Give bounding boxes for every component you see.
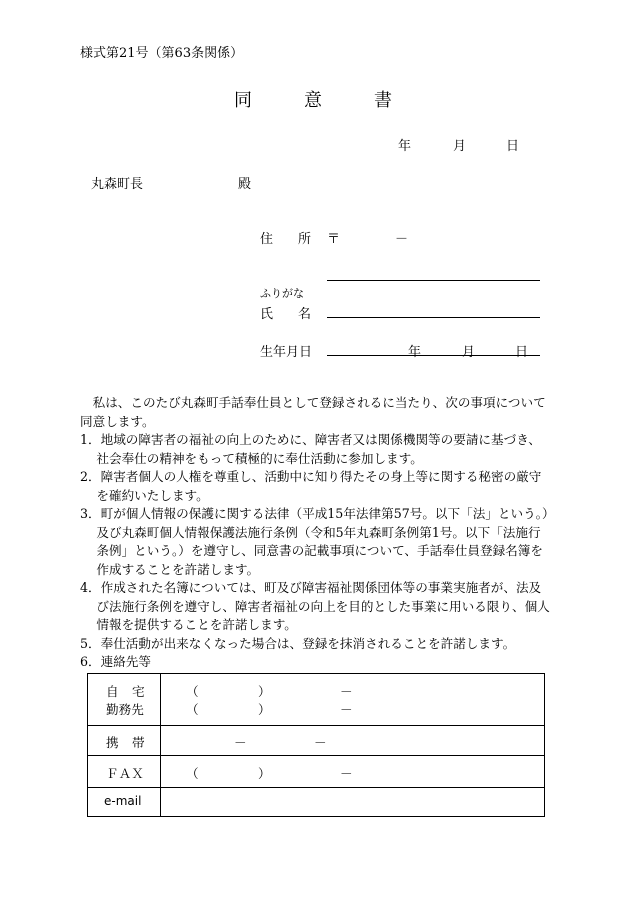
- postal-mark: 〒: [327, 232, 341, 247]
- postal-code-dash: －: [395, 232, 409, 247]
- consent-item-5: 5．奉仕活動が出来なくなった場合は、登録を抹消されることを許諾します。: [80, 635, 516, 651]
- fax-paren-close[interactable]: ）: [258, 766, 271, 781]
- addressee-name: 丸森町長: [91, 177, 144, 192]
- home-phone-paren-open[interactable]: （: [186, 684, 199, 699]
- intro-paragraph: 私は、このたび丸森町手話奉仕員として登録されるに当たり、次の事項について同意します。: [80, 395, 546, 429]
- address-label-char-1: 住: [260, 232, 274, 247]
- contact-table: [87, 673, 545, 817]
- consent-item-4: 4．作成された名簿については、町及び障害福祉関係団体等の事業実施者が、法及び法施行条例を遵守し、障害者福祉の向上を目的とした事業に用いる限り、個人情報を提供することを許諾します。: [80, 580, 550, 632]
- form-number: 様式第21号（第63条関係）: [80, 46, 244, 61]
- home-phone-dash[interactable]: －: [340, 684, 353, 699]
- home-label-char-2: 宅: [132, 684, 145, 699]
- email-label: e-mail: [104, 794, 142, 808]
- home-label-char-1: 自: [106, 684, 119, 699]
- consent-item-2: 2．障害者個人の人権を尊重し、活動中に知り得たその身上等に関する秘密の厳守を確約いたします。: [80, 469, 542, 503]
- work-phone-dash[interactable]: －: [340, 702, 353, 717]
- date-year-label: 年: [398, 139, 412, 154]
- mobile-phone-dash-1[interactable]: －: [234, 735, 247, 750]
- contact-row-divider: [88, 755, 544, 756]
- birth-day-label: 日: [515, 345, 529, 360]
- mobile-phone-dash-2[interactable]: －: [314, 735, 327, 750]
- contact-column-divider: [160, 674, 161, 816]
- name-field-line[interactable]: [327, 317, 540, 318]
- email-field[interactable]: [168, 790, 538, 814]
- consent-item-3: 3．町が個人情報の保護に関する法律（平成15年法律第57号。以下「法」という。）及び丸森町個人情報保護法施行条例（令和5年丸森町条例第1号。以下「法施行条例」という。）を遵守し、同意書の記載事項について、手話奉仕員登録名簿を作成することを許諾します。: [80, 506, 549, 577]
- birth-date-label: 生年月日: [260, 345, 313, 360]
- contact-row-divider: [88, 787, 544, 788]
- addressee-honorific: 殿: [238, 177, 252, 192]
- work-label: 勤務先: [106, 702, 144, 717]
- address-label-char-2: 所: [298, 232, 312, 247]
- address-field-line[interactable]: [327, 280, 540, 281]
- home-phone-paren-close[interactable]: ）: [258, 684, 271, 699]
- furigana-label: ふりがな: [260, 287, 304, 300]
- document-title-char-2: 意: [304, 90, 322, 111]
- name-label-char-1: 氏: [260, 307, 274, 322]
- fax-dash[interactable]: －: [340, 766, 353, 781]
- document-title-char-1: 同: [234, 90, 252, 111]
- birth-month-label: 月: [462, 345, 476, 360]
- name-label-char-2: 名: [298, 307, 312, 322]
- date-month-label: 月: [453, 139, 467, 154]
- birth-year-label: 年: [408, 345, 422, 360]
- work-phone-paren-close[interactable]: ）: [258, 702, 271, 717]
- fax-label: ＦＡＸ: [106, 766, 144, 781]
- mobile-label-char-1: 携: [106, 735, 119, 750]
- consent-item-6: 6．連絡先等: [80, 654, 151, 669]
- consent-item-1: 1．地域の障害者の福祉の向上のために、障害者又は関係機関等の要請に基づき、社会奉仕の精神をもって積極的に奉仕活動に参加します。: [80, 432, 541, 466]
- work-phone-paren-open[interactable]: （: [186, 702, 199, 717]
- consent-body: [80, 394, 550, 672]
- document-title-char-3: 書: [374, 90, 392, 111]
- mobile-label-char-2: 帯: [132, 735, 145, 750]
- fax-paren-open[interactable]: （: [186, 766, 199, 781]
- date-day-label: 日: [506, 139, 520, 154]
- contact-row-divider: [88, 725, 544, 726]
- birth-date-field-line[interactable]: [327, 355, 540, 356]
